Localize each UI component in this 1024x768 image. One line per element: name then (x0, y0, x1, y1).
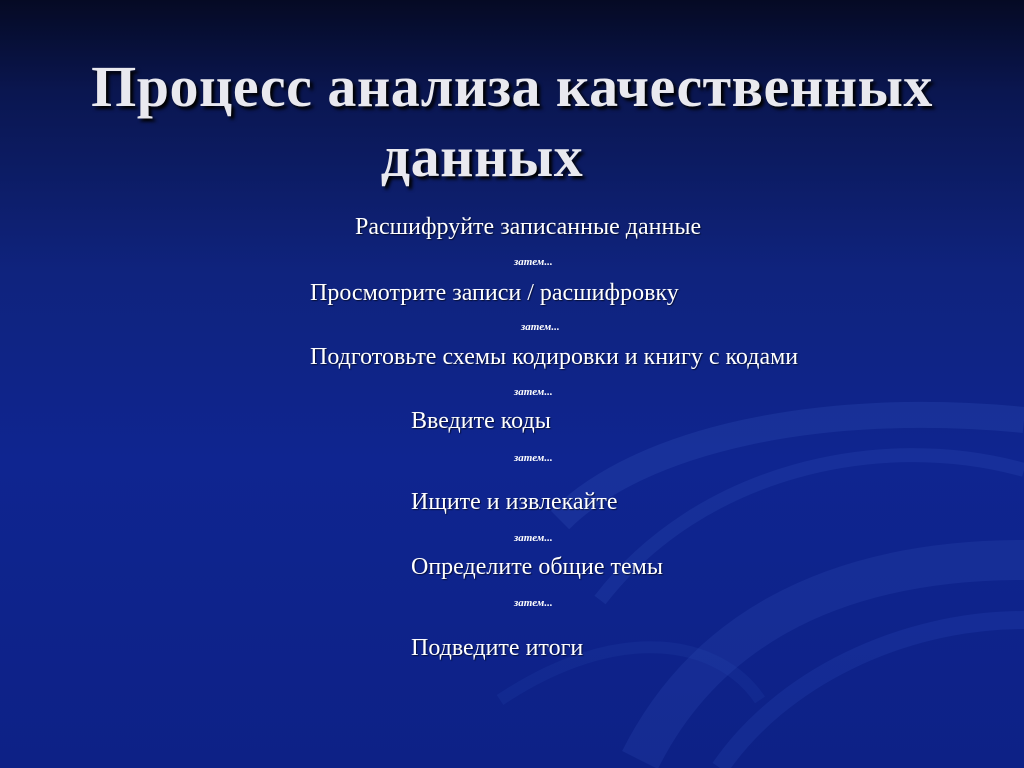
step-4-enter-codes: Введите коды (411, 408, 551, 434)
step-5-search-extract: Ищите и извлекайте (411, 489, 618, 515)
step-1-transcribe: Расшифруйте записанные данные (355, 214, 702, 240)
step-3-prepare-coding: Подготовьте схемы кодировки и книгу с кодами (310, 344, 799, 370)
step-7-summarize: Подведите итоги (411, 635, 584, 661)
title-line-1: Процесс анализа качественных (91, 54, 933, 119)
step-6-identify-themes: Определите общие темы (411, 554, 663, 580)
slide-title (0, 52, 1024, 192)
connector-then-5: затем... (514, 532, 553, 544)
step-2-review: Просмотрите записи / расшифровку (310, 280, 679, 306)
connector-then-3: затем... (514, 386, 553, 398)
title-line-2: данных (380, 124, 584, 189)
connector-then-1: затем... (514, 256, 553, 268)
connector-then-2: затем... (521, 321, 560, 333)
connector-then-4: затем... (514, 452, 553, 464)
connector-then-6: затем... (514, 597, 553, 609)
